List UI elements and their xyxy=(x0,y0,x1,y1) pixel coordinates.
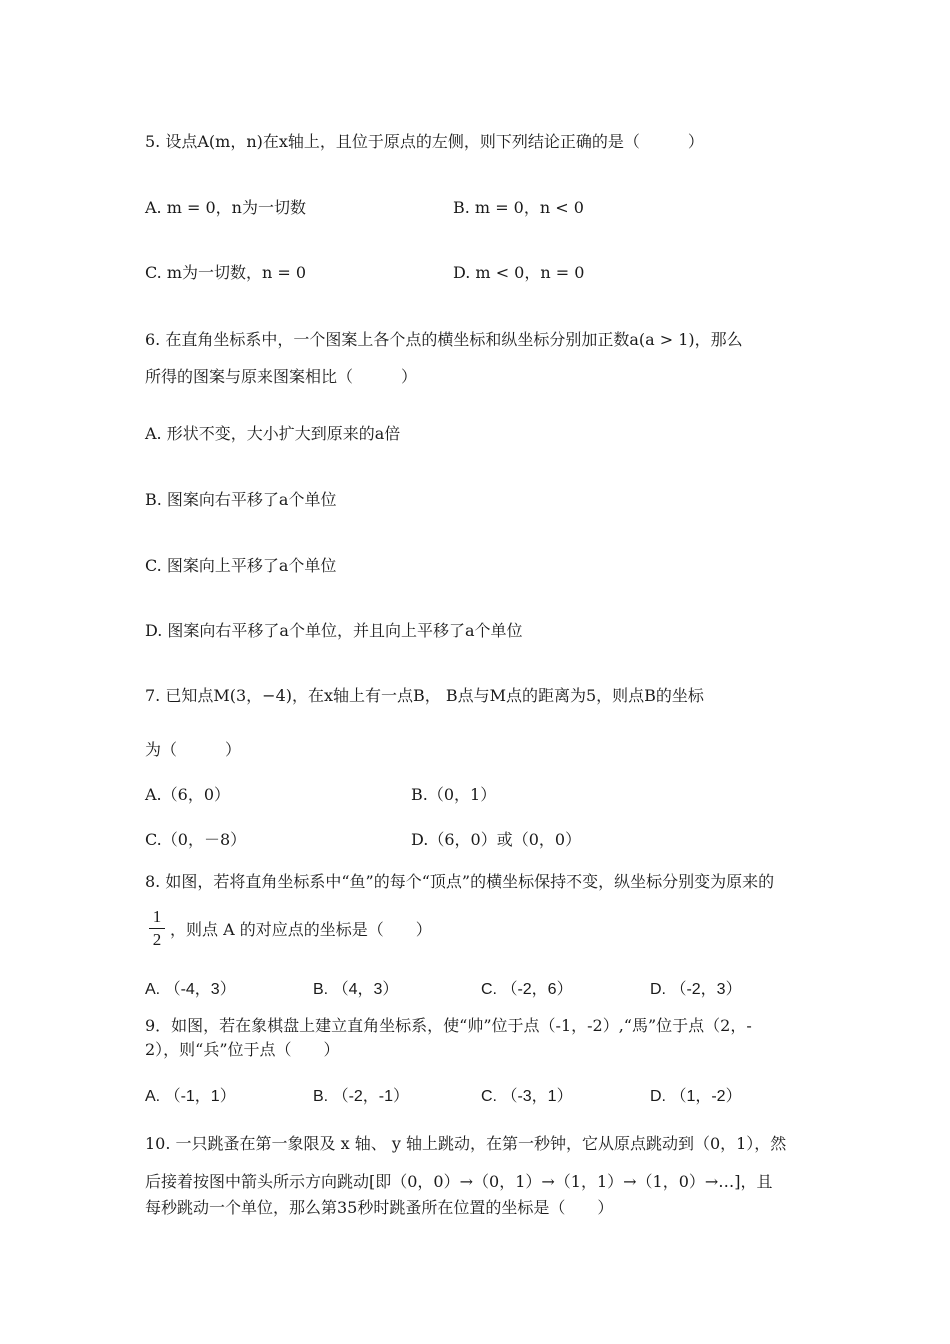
q10-stem-line3: 每秒跳动一个单位，那么第35秒时跳蚤所在位置的坐标是（ ） xyxy=(145,1198,614,1217)
q5-option-c: C. m为一切数，n = 0 xyxy=(145,263,307,282)
q6-option-b: B. 图案向右平移了a个单位 xyxy=(145,490,337,509)
q8-fraction-denominator: 2 xyxy=(152,930,162,949)
q6-stem-line2: 所得的图案与原来图案相比（ ） xyxy=(145,367,418,386)
q8-option-b: B. （4，3） xyxy=(313,981,399,998)
q9-option-a: A. （-1，1） xyxy=(145,1088,236,1105)
q9-stem-line1: 9．如图，若在象棋盘上建立直角坐标系，使“帅”位于点（-1，-2）,“馬”位于点（2，- xyxy=(145,1016,752,1035)
q6-option-c: C. 图案向上平移了a个单位 xyxy=(145,556,337,575)
q8-option-c: C. （-2，6） xyxy=(481,981,573,998)
q9-stem-line2: 2），则“兵”位于点（ ） xyxy=(145,1040,340,1059)
q8-fraction xyxy=(147,907,167,950)
q6-stem-line1: 6. 在直角坐标系中，一个图案上各个点的横坐标和纵坐标分别加正数a(a > 1)，那么 xyxy=(145,330,743,349)
q6-option-d: D. 图案向右平移了a个单位，并且向上平移了a个单位 xyxy=(145,621,523,640)
q5-option-a: A. m = 0，n为一切数 xyxy=(145,198,306,217)
q9-option-d: D. （1，-2） xyxy=(650,1088,742,1105)
q7-option-c: C.（0，－8） xyxy=(145,830,247,849)
q6-option-a: A. 形状不变，大小扩大到原来的a倍 xyxy=(145,424,401,443)
q7-stem-line1: 7. 已知点M(3，−4)，在x轴上有一点B， B点与M点的距离为5，则点B的坐标 xyxy=(145,686,704,705)
q8-option-d: D. （-2，3） xyxy=(650,981,742,998)
q10-stem-line2: 后接着按图中箭头所示方向跳动[即（0，0）→（0，1）→（1，1）→（1，0）→…]，且 xyxy=(145,1172,773,1191)
q5-stem: 5. 设点A(m，n)在x轴上，且位于原点的左侧，则下列结论正确的是（ ） xyxy=(145,132,704,151)
q7-option-d: D.（6，0）或（0，0） xyxy=(411,830,582,849)
q8-stem-line1: 8. 如图，若将直角坐标系中“鱼”的每个“顶点”的横坐标保持不变，纵坐标分别变为原来的 xyxy=(145,872,775,891)
q7-option-a: A.（6，0） xyxy=(145,785,231,804)
q9-option-c: C. （-3，1） xyxy=(481,1088,573,1105)
q7-stem-line2: 为（ ） xyxy=(145,740,242,759)
q8-fraction-bar xyxy=(149,928,165,929)
q8-fraction-numerator: 1 xyxy=(152,907,162,926)
q8-option-a: A. （-4，3） xyxy=(145,981,236,998)
q5-option-d: D. m < 0，n = 0 xyxy=(453,263,585,282)
q10-stem-line1: 10. 一只跳蚤在第一象限及 x 轴、 y 轴上跳动，在第一秒钟，它从原点跳动到（0，1），然 xyxy=(145,1134,787,1153)
q7-option-b: B.（0，1） xyxy=(411,785,497,804)
q9-option-b: B. （-2，-1） xyxy=(313,1088,410,1105)
q5-option-b: B. m = 0，n < 0 xyxy=(453,198,584,217)
q8-stem-line2: ，则点 A 的对应点的坐标是（ ） xyxy=(170,920,432,939)
